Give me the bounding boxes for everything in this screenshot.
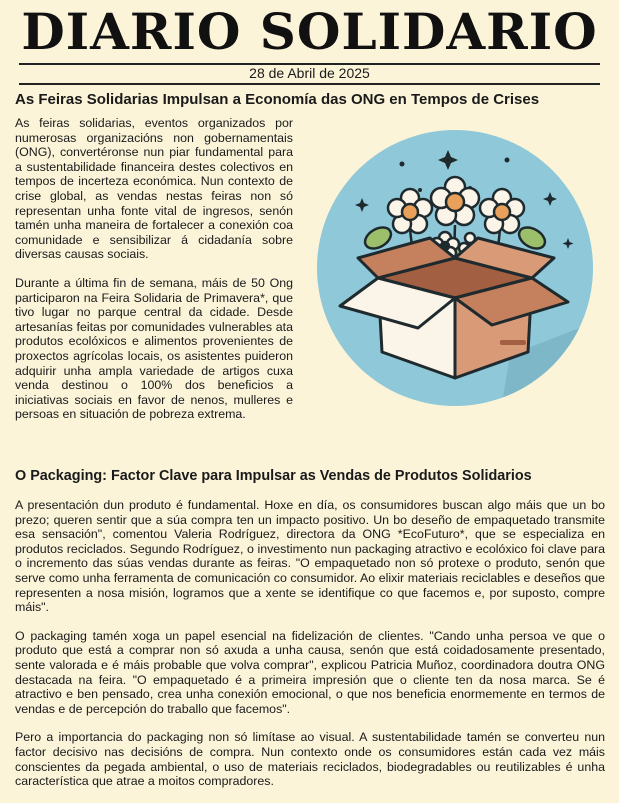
article-2-paragraph: A presentación dun produto é fundamental. Hoxe en día, os consumidores buscan algo máis que un bo prezo; queren sentir que a súa compra ten un impacto positivo. Un bo deseño de empaquetado transmite esa sensación", comentou Valeria Rodríguez, directora da ONG *EcoFuturo*, que se especializa en produtos reciclados. Segundo Rodríguez, o investimento nun packaging atractivo e ecolóxico foi clave para o incremento das súas vendas durante as feiras. "O empaquetado non só protexe o produto, senón que serve como unha ferramenta de comunicación co consumidor. Ao elixir materiais reciclables e deseños que representen a nosa misión, logramos que a xente se identifique co que facemos e, por suposto, compre máis". [15, 498, 605, 615]
issue-date: 28 de Abril de 2025 [249, 65, 370, 81]
header-divider-bottom [19, 83, 600, 85]
article-2-body [15, 498, 605, 803]
gift-box-with-flowers-icon [310, 120, 600, 416]
article-1-paragraph: As feiras solidarias, eventos organizados por numerosas organizacións non gobernamentais (ONG), convertéronse nun piar fundamental para a sustentabilidade financeira destes colectivos en tempos de incerteza económica. Nun contexto de crise global, as vendas nestas feiras non só representan unha fonte vital de ingresos, senón tamén unha maneira de fortalecer a conexión coa comunidade e sensibilizar á cidadanía sobre diversas causas sociais. [15, 116, 293, 262]
article-2-paragraph: Pero a importancia do packaging non só limítase ao visual. A sustentabilidade tamén se converteu nun factor decisivo nas decisións de compra. Nun contexto onde os consumidores están cada vez máis conscientes da pegada ambiental, o uso de materiais reciclados, biodegradables ou reutilizables é unha característica que atrae a moitos compradores. [15, 730, 605, 789]
article-1-paragraph: Durante a última fin de semana, máis de 50 Ong participaron na Feira Solidaria de Primavera*, que tivo lugar no parque central da cidade. Desde artesanías feitas por comunidades vulnerables ata produtos ecolóxicos e alimentos provenientes de proxectos agrícolas locais, os asistentes puideron adquirir unha ampla variedade de artigos cuxa venda destinou o 100% dos beneficios a iniciativas sociais en favor de nenos, mulleres e persoas en situación de pobreza extrema. [15, 275, 293, 422]
article-2-headline: O Packaging: Factor Clave para Impulsar as Vendas de Produtos Solidarios [15, 468, 532, 484]
article-illustration [310, 120, 600, 416]
article-1-body [15, 116, 293, 436]
article-1-headline: As Feiras Solidarias Impulsan a Economía das ONG en Tempos de Crises [15, 91, 540, 108]
newspaper-title: DIARIO SOLIDARIO [21, 2, 598, 61]
article-2-paragraph: O packaging tamén xoga un papel esencial na fidelización de clientes. "Cando unha persoa ve que o produto que está a comprar non só axuda a unha causa, senón que está coidadosamente presentado, sente valorada e é máis probable que volva comprar", explicou Patricia Muñoz, coordinadora doutra ONG destacada na feira. "O empaquetado é a primeira impresión que o cliente ten da nosa marca. Se é atractivo e ben pensado, crea unha conexión emocional, o que nos beneficia enormemente en termos de vendas e de percepción do traballo que facemos". [15, 628, 605, 716]
